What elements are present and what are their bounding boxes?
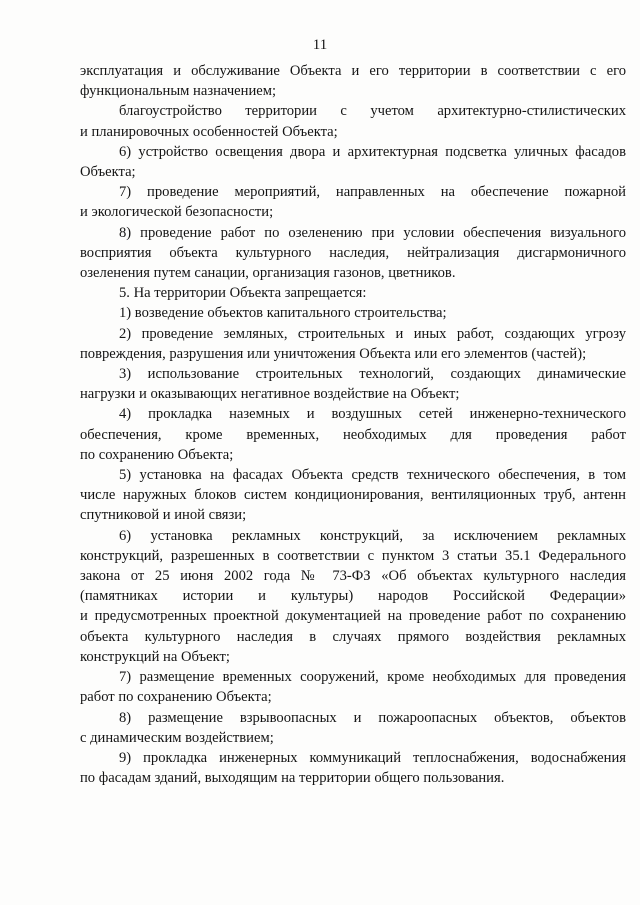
text-line: с динамическим воздействием; (80, 729, 274, 746)
text-line: объекта культурного наследия в случаях прямого воздействия рекламных (80, 628, 626, 645)
paragraph (80, 364, 626, 404)
text-line: конструкций, разрешенных в соответствии с пунктом 3 статьи 35.1 Федерального (80, 547, 626, 564)
paragraph (80, 223, 626, 284)
text-line: 8) проведение работ по озеленению при условии обеспечения визуального (119, 224, 626, 241)
paragraph (80, 324, 626, 364)
text-line: 9) прокладка инженерных коммуникаций теплоснабжения, водоснабжения (119, 749, 626, 766)
paragraph (80, 101, 626, 141)
text-line: Объекта; (80, 164, 136, 181)
paragraph (80, 667, 626, 707)
text-line: и планировочных особенностей Объекта; (80, 123, 338, 140)
text-line: 4) прокладка наземных и воздушных сетей инженерно-технического (119, 406, 626, 423)
paragraph (80, 748, 626, 788)
text-line: 6) устройство освещения двора и архитектурная подсветка уличных фасадов (119, 143, 626, 160)
text-line: 8) размещение взрывоопасных и пожароопасных объектов, объектов (119, 709, 626, 726)
text-line: и предусмотренных проектной документацией на проведение работ по сохранению (80, 608, 626, 625)
paragraph (80, 404, 626, 465)
text-line: по сохранению Объекта; (80, 446, 234, 463)
text-line: (памятниках истории и культуры) народов Российской Федерации» (80, 588, 626, 605)
text-line: и экологической безопасности; (80, 204, 274, 221)
text-line: повреждения, разрушения или уничтожения Объекта или его элементов (частей); (80, 345, 587, 362)
text-line: конструкций на Объект; (80, 648, 230, 665)
text-line: функциональным назначением; (80, 83, 277, 100)
text-line: эксплуатация и обслуживание Объекта и его территории в соответствии с его (80, 63, 626, 79)
paragraph (80, 283, 626, 303)
text-line: 5) установка на фасадах Объекта средств технического обеспечения, в том (119, 467, 626, 484)
text-line: благоустройство территории с учетом архитектурно-стилистических (119, 103, 626, 120)
text-line: обеспечения, кроме временных, необходимых для проведения работ (80, 426, 626, 443)
text-line: числе наружных блоков систем кондиционирования, вентиляционных труб, антенн (80, 487, 626, 504)
text-line: работ по сохранению Объекта; (80, 689, 272, 706)
text-line: 5. На территории Объекта запрещается: (119, 285, 367, 302)
paragraph (80, 303, 626, 323)
paragraph (80, 465, 626, 526)
text-line: озеленения путем санации, организация газонов, цветников. (80, 265, 456, 282)
paragraph (80, 708, 626, 748)
text-line: закона от 25 июня 2002 года № 73-ФЗ «Об объектах культурного наследия (80, 568, 626, 585)
page-number: 11 (312, 37, 328, 53)
paragraph (80, 61, 626, 101)
document-body (80, 61, 626, 788)
text-line: 1) возведение объектов капитального строительства; (119, 305, 447, 322)
text-line: 3) использование строительных технологий, создающих динамические (119, 366, 626, 383)
text-line: нагрузки и оказывающих негативное воздействие на Объект; (80, 386, 460, 403)
text-line: восприятия объекта культурного наследия, нейтрализация дисгармоничного (80, 244, 626, 261)
text-line: 6) установка рекламных конструкций, за исключением рекламных (119, 527, 626, 544)
text-line: 7) проведение мероприятий, направленных на обеспечение пожарной (119, 184, 626, 201)
paragraph (80, 182, 626, 222)
text-line: 7) размещение временных сооружений, кроме необходимых для проведения (119, 669, 626, 686)
text-line: 2) проведение земляных, строительных и иных работ, создающих угрозу (119, 325, 626, 342)
text-line: по фасадам зданий, выходящим на территории общего пользования. (80, 770, 505, 787)
paragraph (80, 142, 626, 182)
paragraph (80, 526, 626, 667)
text-line: спутниковой и иной связи; (80, 507, 247, 524)
